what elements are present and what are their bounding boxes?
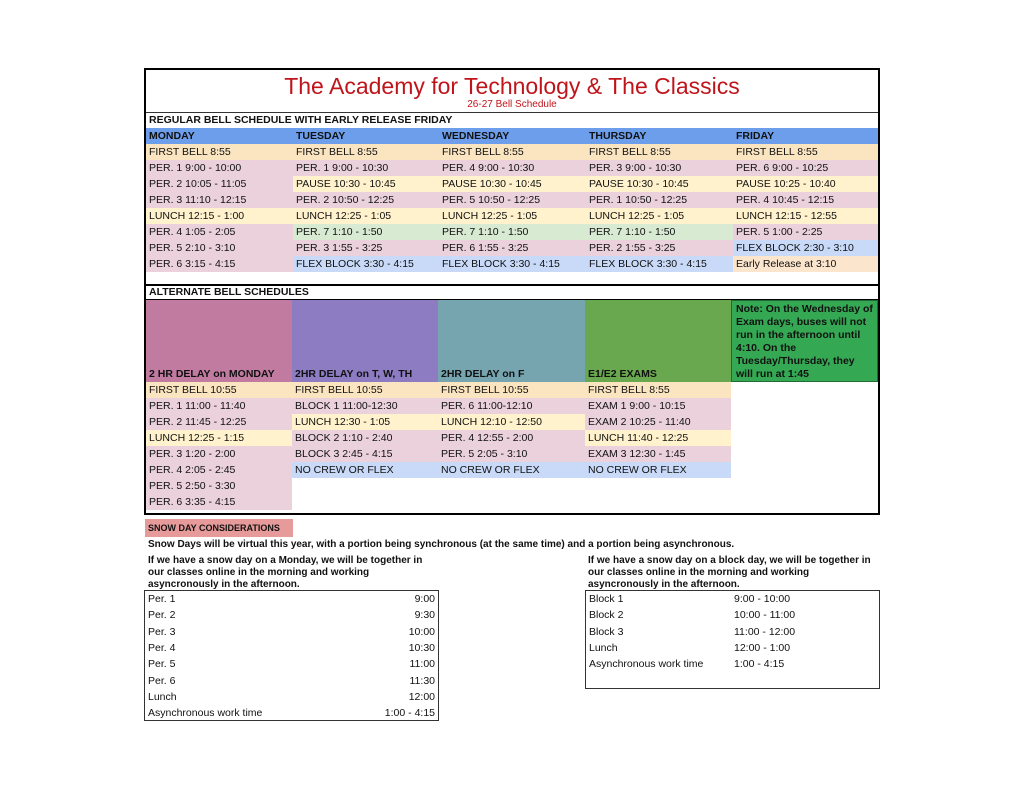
schedule-cell: LUNCH 12:15 - 1:00 xyxy=(146,208,293,224)
schedule-cell: FIRST BELL 8:55 xyxy=(733,144,878,160)
block-snow-text-line: asyncronously in the afternoon. xyxy=(588,579,740,590)
schedule-cell: PAUSE 10:25 - 10:40 xyxy=(733,176,878,192)
page-subtitle: 26-27 Bell Schedule xyxy=(467,99,557,110)
alternate-cell: BLOCK 3 2:45 - 4:15 xyxy=(292,446,438,462)
alternate-cell: FIRST BELL 10:55 xyxy=(292,382,438,398)
regular-schedule-heading: REGULAR BELL SCHEDULE WITH EARLY RELEASE FRIDAY xyxy=(149,114,453,126)
monday-period-time: 9:00 xyxy=(414,593,435,605)
schedule-cell: PER. 3 1:55 - 3:25 xyxy=(293,240,439,256)
block-snow-text-line: If we have a snow day on a block day, we will be together in xyxy=(588,555,871,566)
schedule-cell: PER. 1 10:50 - 12:25 xyxy=(586,192,733,208)
block-period-time: 12:00 - 1:00 xyxy=(734,641,791,654)
monday-period-label: Per. 6 xyxy=(148,674,176,687)
schedule-cell: PER. 7 1:10 - 1:50 xyxy=(586,224,733,240)
monday-period-time: 1:00 - 4:15 xyxy=(384,707,435,720)
alternate-schedule-heading: ALTERNATE BELL SCHEDULES xyxy=(149,286,309,298)
alternate-cell: LUNCH 12:30 - 1:05 xyxy=(292,414,438,430)
block-period-time: 1:00 - 4:15 xyxy=(734,658,785,671)
block-snow-text-line: our classes online in the morning and working xyxy=(588,567,810,578)
block-period-label: Block 2 xyxy=(589,609,624,622)
schedule-cell: FLEX BLOCK 3:30 - 4:15 xyxy=(293,256,439,272)
day-header: FRIDAY xyxy=(733,128,878,144)
schedule-cell: PAUSE 10:30 - 10:45 xyxy=(586,176,733,192)
schedule-cell: FLEX BLOCK 2:30 - 3:10 xyxy=(733,240,878,256)
monday-period-label: Per. 3 xyxy=(148,625,176,638)
exam-bus-note-text: Note: On the Wednesday of Exam days, buses will not run in the afternoon until 4:10. On the Tuesday/Thursday, they will run at 1:45 xyxy=(736,303,873,380)
schedule-cell: PER. 6 9:00 - 10:25 xyxy=(733,160,878,176)
schedule-cell: PER. 3 11:10 - 12:15 xyxy=(146,192,293,208)
alternate-cell: LUNCH 12:25 - 1:15 xyxy=(146,430,292,446)
schedule-cell: PAUSE 10:30 - 10:45 xyxy=(293,176,439,192)
block-period-time: 10:00 - 11:00 xyxy=(734,609,796,622)
monday-snow-text-line: our classes online in the morning and working xyxy=(148,567,370,578)
alternate-cell: FIRST BELL 10:55 xyxy=(438,382,585,398)
monday-period-label: Per. 1 xyxy=(148,593,176,605)
alternate-cell: PER. 6 3:35 - 4:15 xyxy=(146,494,292,510)
day-header: MONDAY xyxy=(146,128,293,144)
block-snow-text xyxy=(588,555,888,591)
schedule-cell: PER. 5 10:50 - 12:25 xyxy=(439,192,586,208)
alternate-cell: BLOCK 2 1:10 - 2:40 xyxy=(292,430,438,446)
block-period-label: Block 1 xyxy=(589,593,624,605)
alternate-cell: PER. 4 2:05 - 2:45 xyxy=(146,462,292,478)
monday-snow-text-line: If we have a snow day on a Monday, we will be together in xyxy=(148,555,423,566)
alternate-cell: PER. 2 11:45 - 12:25 xyxy=(146,414,292,430)
schedule-cell: LUNCH 12:15 - 12:55 xyxy=(733,208,878,224)
alternate-cell: PER. 6 11:00-12:10 xyxy=(438,398,585,414)
block-period-label: Block 3 xyxy=(589,625,624,638)
alternate-cell: NO CREW OR FLEX xyxy=(292,462,438,478)
alternate-cell: FIRST BELL 8:55 xyxy=(585,382,731,398)
schedule-cell: PER. 1 9:00 - 10:30 xyxy=(293,160,439,176)
monday-period-label: Per. 4 xyxy=(148,641,176,654)
schedule-cell: FIRST BELL 8:55 xyxy=(439,144,586,160)
block-period-time: 9:00 - 10:00 xyxy=(734,593,791,605)
alternate-cell: BLOCK 1 11:00-12:30 xyxy=(292,398,438,414)
schedule-cell: PER. 2 1:55 - 3:25 xyxy=(586,240,733,256)
alternate-cell: PER. 5 2:05 - 3:10 xyxy=(438,446,585,462)
alternate-column-title: 2HR DELAY on T, W, TH xyxy=(295,368,413,380)
alternate-cell: EXAM 1 9:00 - 10:15 xyxy=(585,398,731,414)
exam-bus-note xyxy=(731,300,878,382)
schedule-cell: PER. 2 10:05 - 11:05 xyxy=(146,176,293,192)
schedule-cell: PER. 5 2:10 - 3:10 xyxy=(146,240,293,256)
monday-snow-text-line: asyncronously in the afternoon. xyxy=(148,579,300,590)
alternate-cell: PER. 1 11:00 - 11:40 xyxy=(146,398,292,414)
alternate-cell: NO CREW OR FLEX xyxy=(438,462,585,478)
alternate-cell: EXAM 2 10:25 - 11:40 xyxy=(585,414,731,430)
alternate-column-title: 2HR DELAY on F xyxy=(441,368,525,380)
day-header: TUESDAY xyxy=(293,128,439,144)
alternate-cell: PER. 3 1:20 - 2:00 xyxy=(146,446,292,462)
monday-period-time: 10:00 xyxy=(408,625,435,638)
schedule-cell: FLEX BLOCK 3:30 - 4:15 xyxy=(439,256,586,272)
day-header: THURSDAY xyxy=(586,128,733,144)
schedule-cell: LUNCH 12:25 - 1:05 xyxy=(586,208,733,224)
alternate-column-title: E1/E2 EXAMS xyxy=(588,368,657,380)
block-period-label: Lunch xyxy=(589,641,618,654)
schedule-cell: PER. 2 10:50 - 12:25 xyxy=(293,192,439,208)
alternate-cell: NO CREW OR FLEX xyxy=(585,462,731,478)
schedule-cell: LUNCH 12:25 - 1:05 xyxy=(293,208,439,224)
block-period-label: Asynchronous work time xyxy=(589,658,704,671)
alternate-cell: EXAM 3 12:30 - 1:45 xyxy=(585,446,731,462)
schedule-cell: PER. 3 9:00 - 10:30 xyxy=(586,160,733,176)
day-header: WEDNESDAY xyxy=(439,128,586,144)
page-title: The Academy for Technology & The Classics xyxy=(284,73,740,99)
schedule-cell: FIRST BELL 8:55 xyxy=(293,144,439,160)
alternate-cell: PER. 4 12:55 - 2:00 xyxy=(438,430,585,446)
alternate-cell: FIRST BELL 10:55 xyxy=(146,382,292,398)
schedule-cell: PER. 5 1:00 - 2:25 xyxy=(733,224,878,240)
alternate-column-title: 2 HR DELAY on MONDAY xyxy=(149,368,275,380)
monday-period-time: 11:00 xyxy=(409,658,435,671)
schedule-cell: FLEX BLOCK 3:30 - 4:15 xyxy=(586,256,733,272)
monday-period-label: Asynchronous work time xyxy=(148,707,263,720)
schedule-cell: FIRST BELL 8:55 xyxy=(586,144,733,160)
schedule-cell: LUNCH 12:25 - 1:05 xyxy=(439,208,586,224)
monday-period-time: 9:30 xyxy=(414,609,435,622)
monday-period-label: Per. 5 xyxy=(148,658,176,671)
monday-period-label: Per. 2 xyxy=(148,609,176,622)
monday-period-time: 12:00 xyxy=(408,690,435,703)
schedule-cell: PER. 7 1:10 - 1:50 xyxy=(439,224,586,240)
schedule-cell: FIRST BELL 8:55 xyxy=(146,144,293,160)
alternate-cell: LUNCH 12:10 - 12:50 xyxy=(438,414,585,430)
block-period-time: 11:00 - 12:00 xyxy=(734,625,796,638)
monday-snow-text xyxy=(148,555,448,591)
schedule-cell: PER. 6 1:55 - 3:25 xyxy=(439,240,586,256)
schedule-cell: PAUSE 10:30 - 10:45 xyxy=(439,176,586,192)
schedule-cell: Early Release at 3:10 xyxy=(733,256,878,272)
monday-period-time: 11:30 xyxy=(409,674,435,687)
snow-day-heading: SNOW DAY CONSIDERATIONS xyxy=(145,519,293,537)
alternate-cell: LUNCH 11:40 - 12:25 xyxy=(585,430,731,446)
snow-day-intro: Snow Days will be virtual this year, with a portion being synchronous (at the same time) and a portion being asynchronous. xyxy=(148,539,735,550)
schedule-cell: PER. 7 1:10 - 1:50 xyxy=(293,224,439,240)
monday-period-time: 10:30 xyxy=(408,641,435,654)
schedule-cell: PER. 4 10:45 - 12:15 xyxy=(733,192,878,208)
alternate-cell: PER. 5 2:50 - 3:30 xyxy=(146,478,292,494)
schedule-cell: PER. 4 9:00 - 10:30 xyxy=(439,160,586,176)
schedule-cell: PER. 1 9:00 - 10:00 xyxy=(146,160,293,176)
schedule-cell: PER. 4 1:05 - 2:05 xyxy=(146,224,293,240)
monday-period-label: Lunch xyxy=(148,690,177,703)
schedule-cell: PER. 6 3:15 - 4:15 xyxy=(146,256,293,272)
